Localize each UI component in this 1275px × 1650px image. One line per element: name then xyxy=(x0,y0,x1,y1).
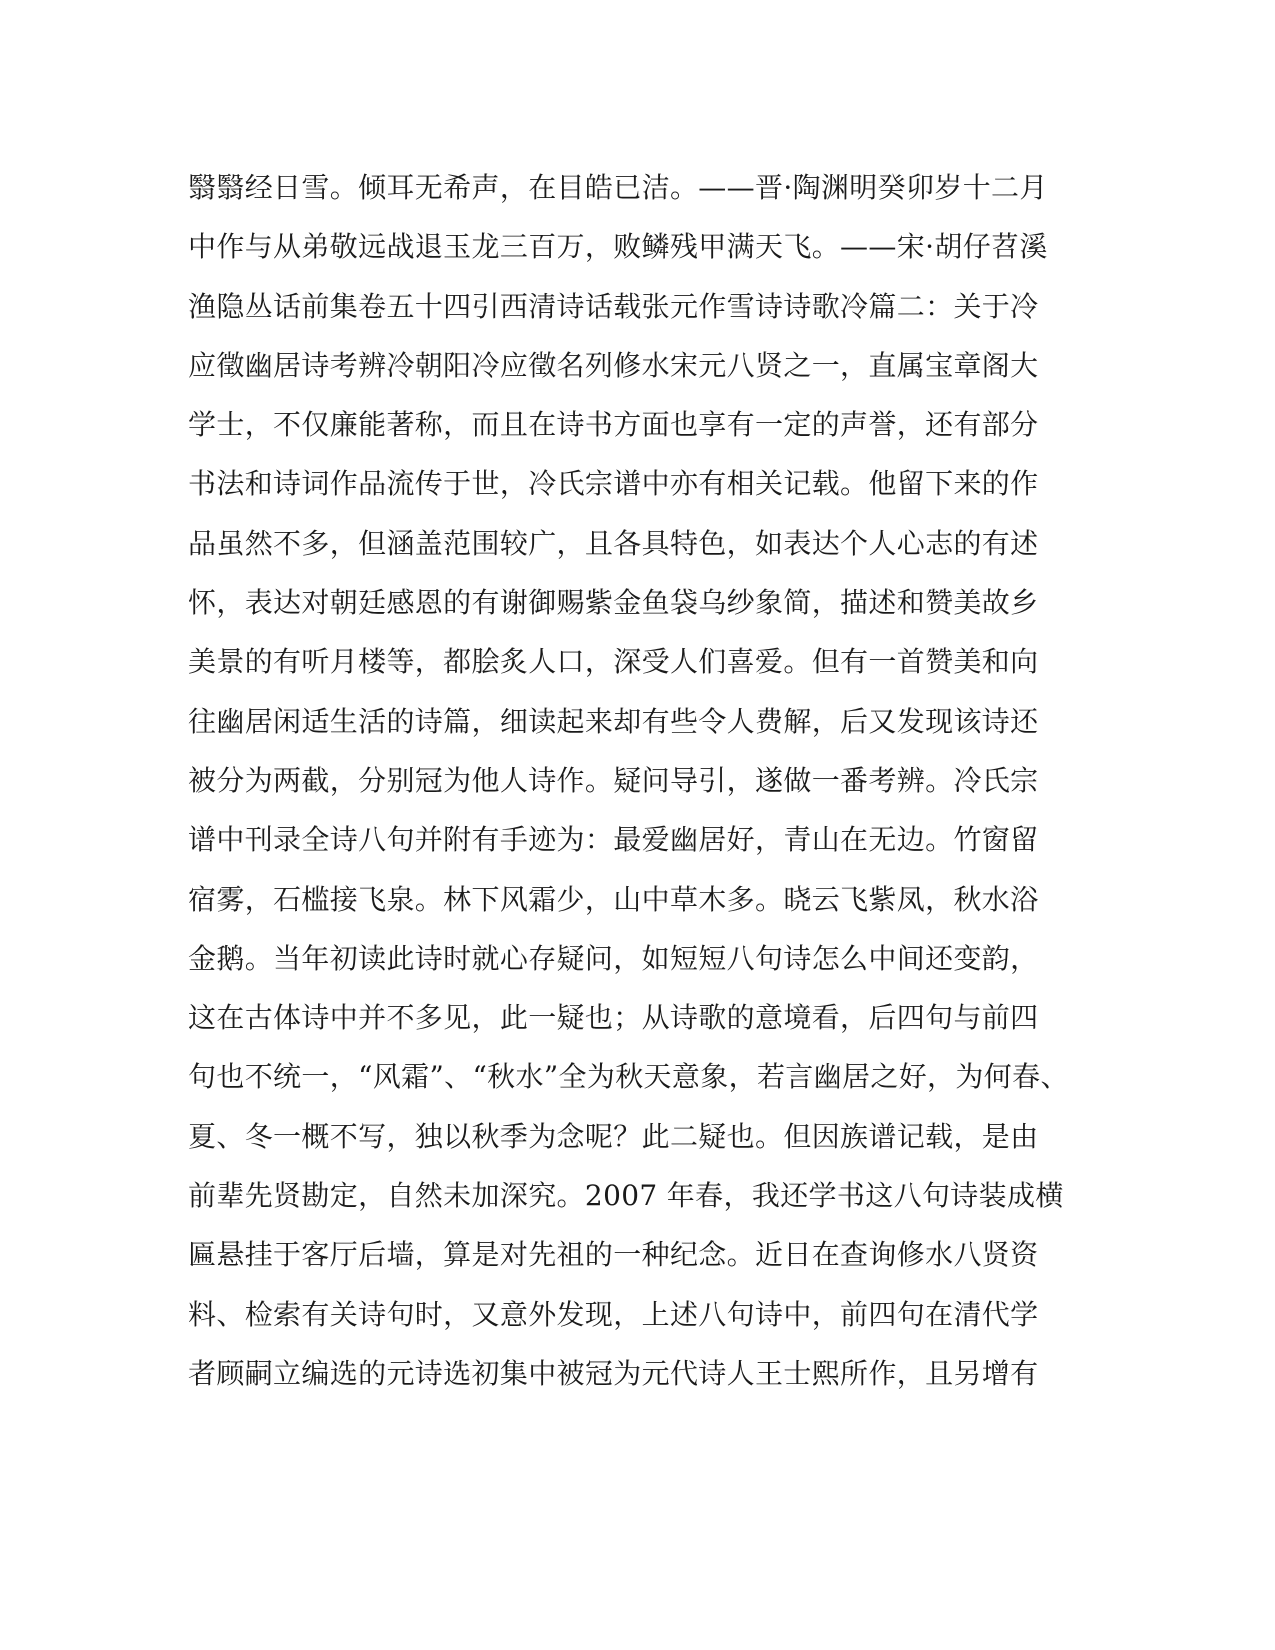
text-line: 中作与从弟敬远战退玉龙三百万，败鳞残甲满天飞。——宋·胡仔苕溪 xyxy=(188,230,1048,264)
text-line: 者顾嗣立编选的元诗选初集中被冠为元代诗人王士熙所作，且另增有 xyxy=(188,1356,1039,1390)
text-line: 渔隐丛话前集卷五十四引西清诗话载张元作雪诗诗歌冷篇二：关于冷 xyxy=(188,289,1039,323)
text-line: 宿雾，石槛接飞泉。林下风霜少，山中草木多。晓云飞紫凤，秋水浴 xyxy=(188,882,1039,916)
text-line: 前辈先贤勘定，自然未加深究。2007 年春，我还学书这八句诗装成横 xyxy=(188,1179,1064,1213)
text-line: 夏、冬一概不写，独以秋季为念呢？此二疑也。但因族谱记载，是由 xyxy=(188,1119,1039,1153)
text-line: 往幽居闲适生活的诗篇，细读起来却有些令人费解，后又发现该诗还 xyxy=(188,704,1039,738)
text-line: 谱中刊录全诗八句并附有手迹为：最爱幽居好，青山在无边。竹窗留 xyxy=(188,823,1039,857)
text-line: 美景的有听月楼等，都脍炙人口，深受人们喜爱。但有一首赞美和向 xyxy=(188,645,1039,679)
text-line: 匾悬挂于客厅后墙，算是对先祖的一种纪念。近日在查询修水八贤资 xyxy=(188,1238,1039,1272)
text-line: 料、检索有关诗句时，又意外发现，上述八句诗中，前四句在清代学 xyxy=(188,1297,1039,1331)
text-line: 金鹅。当年初读此诗时就心存疑问，如短短八句诗怎么中间还变韵， xyxy=(188,941,1039,975)
text-line: 被分为两截，分别冠为他人诗作。疑问导引，遂做一番考辨。冷氏宗 xyxy=(188,763,1039,797)
text-line: 学士，不仅廉能著称，而且在诗书方面也享有一定的声誉，还有部分 xyxy=(188,408,1039,442)
text-line: 怀，表达对朝廷感恩的有谢御赐紫金鱼袋乌纱象简，描述和赞美故乡 xyxy=(188,586,1039,620)
text-line: 这在古体诗中并不多见，此一疑也；从诗歌的意境看，后四句与前四 xyxy=(188,1001,1039,1035)
text-line: 句也不统一，“风霜”、“秋水”全为秋天意象，若言幽居之好，为何春、 xyxy=(188,1060,1069,1094)
text-line: 应徵幽居诗考辨冷朝阳冷应徵名列修水宋元八贤之一，直属宝章阁大 xyxy=(188,348,1039,382)
text-line: 书法和诗词作品流传于世，冷氏宗谱中亦有相关记载。他留下来的作 xyxy=(188,467,1039,501)
text-line: 翳翳经日雪。倾耳无希声，在目皓已洁。——晋·陶渊明癸卯岁十二月 xyxy=(188,171,1048,204)
text-line: 品虽然不多，但涵盖范围较广，且各具特色，如表达个人心志的有述 xyxy=(188,526,1039,560)
body-text xyxy=(188,158,1068,1403)
